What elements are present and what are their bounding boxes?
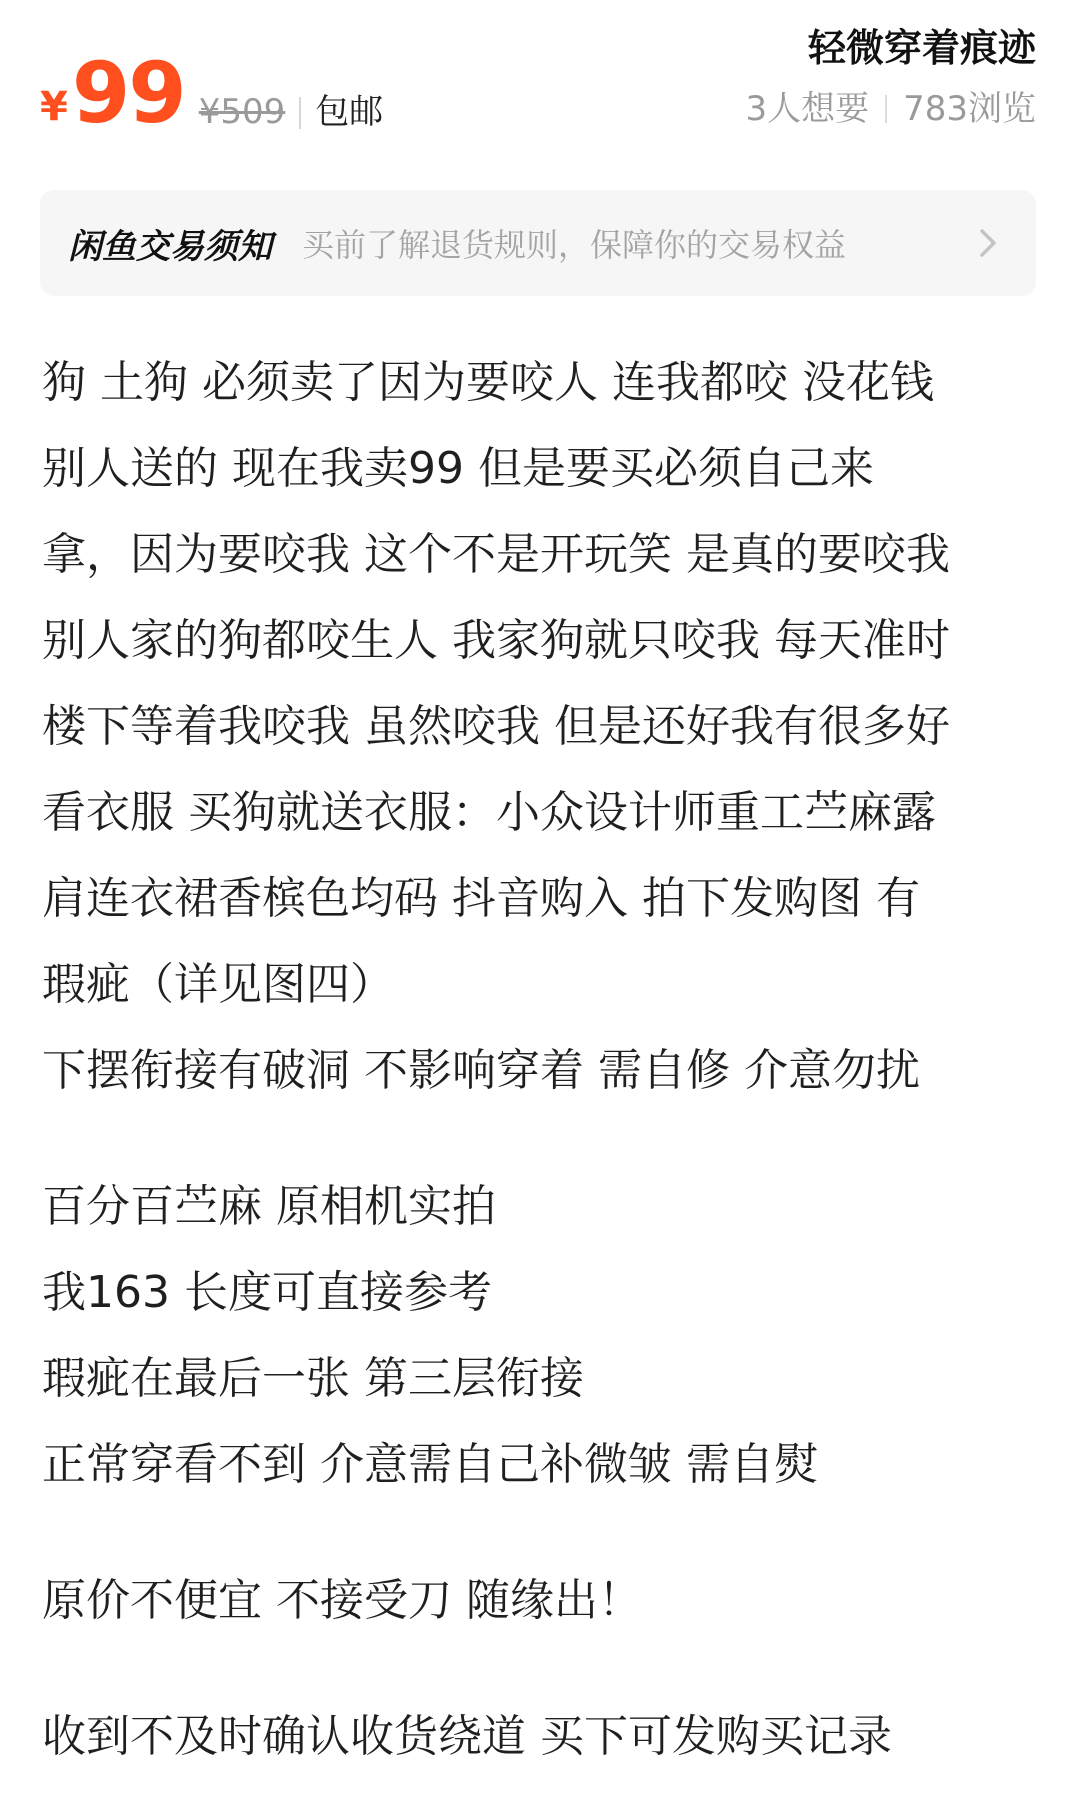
description-line: 别人家的狗都咬生人 我家狗就只咬我 每天准时 xyxy=(42,615,950,666)
condition-label: 轻微穿着痕迹 xyxy=(807,26,1036,70)
description-line: 百分百苎麻 原相机实拍 xyxy=(42,1181,496,1232)
chevron-right-icon[interactable] xyxy=(968,223,1008,263)
stats-divider xyxy=(885,95,887,123)
trade-notice-banner[interactable] xyxy=(40,190,1036,296)
description-line: 下摆衔接有破洞 不影响穿着 需自修 介意勿扰 xyxy=(42,1045,920,1096)
description-line: 原价不便宜 不接受刀 随缘出！ xyxy=(42,1575,642,1626)
item-stats xyxy=(745,89,1036,129)
description-line: 拿，因为要咬我 这个不是开玩笑 是真的要咬我 xyxy=(42,529,950,580)
description-line: 瑕疵（详见图四） xyxy=(42,959,394,1010)
shipping-label: 包邮 xyxy=(315,92,384,132)
product-header xyxy=(0,0,1080,160)
description-line: 我163 长度可直接参考 xyxy=(42,1267,492,1318)
views-count: 783浏览 xyxy=(903,89,1036,129)
description-line: 狗 土狗 必须卖了因为要咬人 连我都咬 没花钱 xyxy=(42,357,934,408)
description-line: 楼下等着我咬我 虽然咬我 但是还好我有很多好 xyxy=(42,701,950,752)
description-line: 正常穿看不到 介意需自己补微皱 需自熨 xyxy=(42,1439,818,1490)
condition-tag xyxy=(808,26,1036,72)
price-divider xyxy=(299,97,301,129)
paragraph-gap xyxy=(42,1644,1042,1694)
current-price: 99 xyxy=(71,44,185,142)
original-price: ¥509 xyxy=(198,92,286,132)
description-line: 收到不及时确认收货绕道 买下可发购买记录 xyxy=(42,1711,892,1762)
notice-description: 买前了解退货规则，保障你的交易权益 xyxy=(302,226,847,264)
currency-symbol: ¥ xyxy=(40,84,68,130)
wants-count: 3人想要 xyxy=(745,89,870,129)
notice-title: 闲鱼交易须知 xyxy=(68,226,272,267)
description-line: 看衣服 买狗就送衣服：小众设计师重工苎麻露 xyxy=(42,787,936,838)
description-line: 瑕疵在最后一张 第三层衔接 xyxy=(42,1353,584,1404)
paragraph-gap xyxy=(42,1114,1042,1164)
item-description xyxy=(42,340,1042,1780)
price-block xyxy=(40,44,384,142)
paragraph-gap xyxy=(42,1508,1042,1558)
description-line: 别人送的 现在我卖99 但是要买必须自己来 xyxy=(42,443,874,494)
description-line: 肩连衣裙香槟色均码 抖音购入 拍下发购图 有 xyxy=(42,873,920,924)
